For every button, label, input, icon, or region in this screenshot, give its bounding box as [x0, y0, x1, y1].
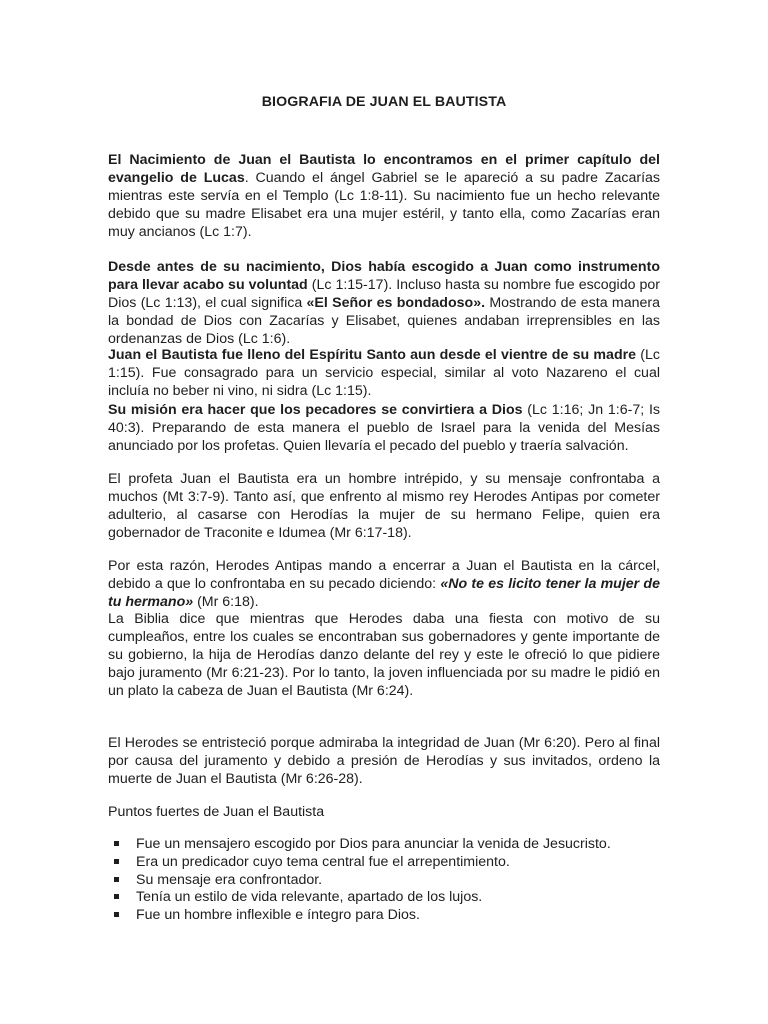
- strengths-list: [108, 835, 660, 924]
- paragraph-holy-spirit-text: (Lc 1:15). Fue consagrado para un servicio especial, similar al voto Nazareno el cual incluía no beber ni vino, ni sidra (Lc 1:15).: [108, 347, 661, 400]
- paragraph-mission-bold: Su misión era hacer que los pecadores se convirtiera a Dios: [108, 402, 523, 418]
- paragraph-death-text: El Herodes se entristeció porque admiraba la integridad de Juan (Mr 6:20). Pero al final por causa del juramento y debido a presión de Herodías y sus invitados, ordeno la muerte de Juan el Bautista (Mr 6:26-28).: [108, 735, 660, 788]
- paragraph-chosen-text-2: Mostrando de esta manera la bondad de Dios con Zacarías y Elisabet, quienes andaban irreprensibles en las ordenanzas de Dios (Lc 1:6).: [108, 295, 660, 348]
- paragraph-death: [108, 734, 660, 788]
- bullet-square-icon: [114, 894, 119, 899]
- paragraph-prison: [108, 557, 660, 611]
- list-item: [108, 853, 660, 871]
- paragraph-chosen-text-1: (Lc 1:15-17). Incluso hasta su nombre fue escogido por Dios (Lc 1:13), el cual significa: [108, 277, 661, 312]
- paragraph-holy-spirit-bold: Juan el Bautista fue lleno del Espíritu Santo aun desde el vientre de su madre: [108, 347, 637, 363]
- paragraph-mission-text: (Lc 1:16; Jn 1:6-7; Is 40:3). Preparando de esta manera el pueblo de Israel para la venida del Mesías anunciado por los profetas. Quien llevaría el pecado del pueblo y traería salvación.: [108, 402, 660, 455]
- paragraph-prison-text-2: (Mr 6:18).: [193, 594, 259, 611]
- list-item: [108, 888, 660, 906]
- list-item-text: Tenía un estilo de vida relevante, apartado de los lujos.: [136, 889, 483, 906]
- bullet-square-icon: [114, 877, 119, 882]
- bullet-square-icon: [114, 841, 119, 846]
- list-item-text: Era un predicador cuyo tema central fue el arrepentimiento.: [136, 853, 510, 870]
- paragraph-holy-spirit: [108, 346, 660, 400]
- paragraph-prophet-text: El profeta Juan el Bautista era un hombre intrépido, y su mensaje confrontaba a muchos (Mt 3:7-9). Tanto así, que enfrento al mismo rey Herodes Antipas por cometer adulterio, al casarse con Herodías la mujer de su hermano Felipe, quien era gobernador de Traconite e Idumea (Mr 6:17-18).: [108, 471, 660, 542]
- paragraph-chosen-bold-1: Desde antes de su nacimiento, Dios había escogido a Juan como instrumento para llevar acabo su voluntad: [108, 259, 660, 294]
- paragraph-birthday: [108, 610, 660, 700]
- list-item-text: Fue un hombre inflexible e íntegro para Dios.: [136, 907, 420, 924]
- paragraph-chosen: [108, 258, 660, 348]
- paragraph-birth-bold: El Nacimiento de Juan el Bautista lo encontramos en el primer capítulo del evangelio de Lucas: [108, 152, 660, 187]
- bullet-square-icon: [114, 859, 119, 864]
- paragraph-mission: [108, 401, 660, 455]
- list-item: [108, 871, 660, 889]
- list-item-text: Fue un mensajero escogido por Dios para anunciar la venida de Jesucristo.: [136, 836, 611, 852]
- paragraph-birthday-text: La Biblia dice que mientras que Herodes daba una fiesta con motivo de su cumpleaños, entre los cuales se encontraban sus gobernadores y gente importante de su gobierno, la hija de Herodías danzo delante del rey y este le ofreció lo que pidiere bajo juramento (Mr 6:21-23). Por lo tanto, la joven influenciada por su madre le pidió en un plato la cabeza de Juan el Bautista (Mr 6:24).: [108, 611, 660, 700]
- paragraph-birth-text: . Cuando el ángel Gabriel se le apareció a su padre Zacarías mientras este servía en el Templo (Lc 1:8-11). Su nacimiento fue un hecho relevante debido que su madre Elisabet era una mujer estéril, y tanto ella, como Zacarías eran muy ancianos (Lc 1:7).: [108, 170, 661, 241]
- document-title: BIOGRAFIA DE JUAN EL BAUTISTA: [261, 94, 507, 110]
- paragraph-prison-quote: «No te es licito tener la mujer de tu hermano»: [108, 576, 660, 611]
- paragraph-prison-text-1: Por esta razón, Herodes Antipas mando a encerrar a Juan el Bautista en la cárcel, debido a que lo confrontaba en su pecado diciendo:: [108, 558, 660, 593]
- list-item-text: Su mensaje era confrontador.: [136, 871, 323, 888]
- bullet-square-icon: [114, 912, 119, 917]
- paragraph-birth: [108, 151, 660, 241]
- strengths-heading: Puntos fuertes de Juan el Bautista: [108, 804, 325, 820]
- list-item: [108, 835, 660, 853]
- list-item: [108, 906, 660, 924]
- paragraph-prophet: [108, 470, 660, 542]
- paragraph-chosen-bold-2: «El Señor es bondadoso».: [306, 295, 486, 312]
